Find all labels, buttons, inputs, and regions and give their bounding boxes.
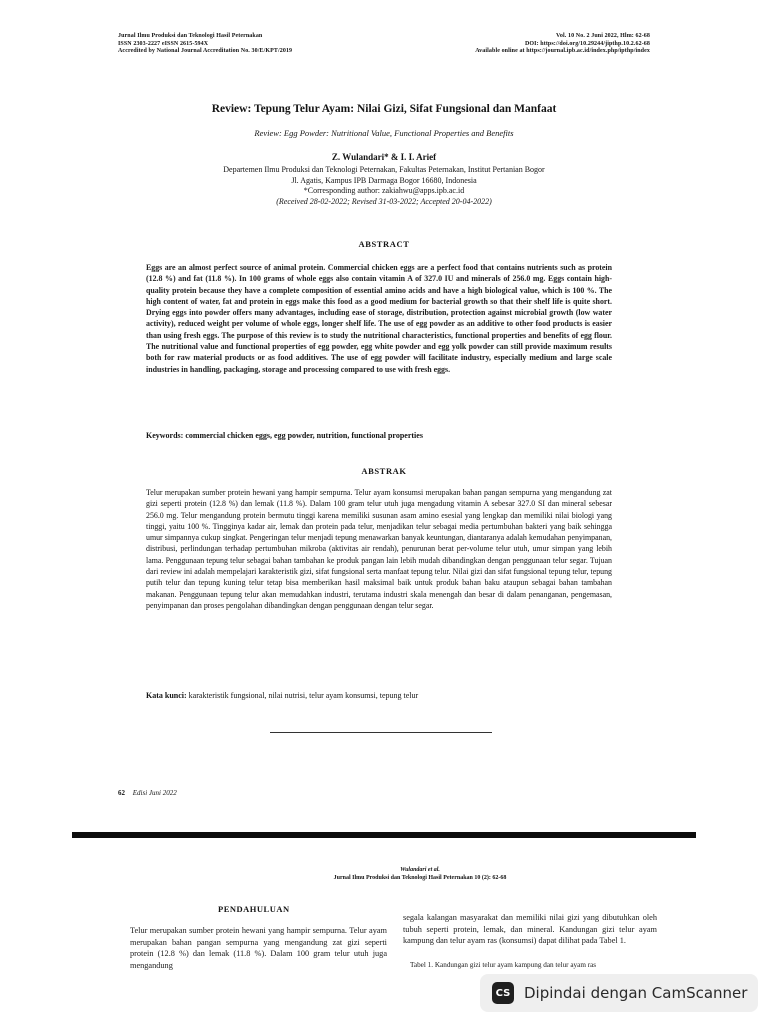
journal-doi: DOI: https://doi.org/10.29244/jipthp.10.2.62-68: [524, 40, 650, 47]
section-divider: [270, 732, 492, 733]
page-separator: [72, 832, 696, 838]
intro-left-column: Telur merupakan sumber protein hewani yang hampir sempurna. Telur ayam merupakan bahan pangan sempurna yang mengandung zat gizi seperti protein (12.8 %) dan lemak (11.8 %). Dalam 100 gram telur utuh juga mengandung: [130, 926, 387, 970]
journal-volume: Vol. 10 No. 2 Juni 2022, Hlm: 62-68: [556, 33, 650, 39]
article-dates: (Received 28-02-2022; Revised 31-03-2022; Accepted 20-04-2022): [276, 196, 492, 206]
affiliation-line-1: Departemen Ilmu Produksi dan Teknologi Peternakan, Fakultas Peternakan, Institut Pertanian Bogor: [223, 165, 545, 174]
table-caption: Tabel 1. Kandungan gizi telur ayam kampung dan telur ayam ras: [410, 961, 597, 969]
article-authors: Z. Wulandari* & I. I. Arief: [331, 152, 437, 162]
abstrak-text: Telur merupakan sumber protein hewani yang hampir sempurna. Telur ayam konsumsi merupakan bahan pangan sempurna yang mengandung zat gizi seperti protein (12.8 %) dan lemak (11.8 %). Dalam 100 gram telur utuh juga mengadung vitamin A sebesar 327.0 SI dan mineral sebesar 256.0 mg. Telur mengandung protein bermutu tinggi karena memiliki susunan asam amino esesial yang lengkap dan memiliki nilai biologi yang tinggi, yaitu 100 %. Tingginya kadar air, lemak dan protein pada telur, menjadikan telur sebagai media pertumbuhan bakteri yang baik sehingga umur simpannya cukup singkat. Pengeringan telur menjadi tepung menawarkan banyak keuntungan, diantaranya adalah kemudahan penyimpanan, distribusi, perlindungan terhadap pertumbuhan mikroba (aktivitas air rendah), penurunan berat per-volume telur utuh, umur simpan yang lebih lama. Penggunaan tepung telur sebagai bahan tambahan ke produk pangan lain lebih mudah dibandingkan dengan penggunaan telur segar. Tujuan dari review ini adalah mempelajari karakteristik gizi, sifat fungsional serta manfaat tepung telur. Nilai gizi dan sifat fungsional tepung telur, tepung putih telur dan tepung kuning telur tetap bisa memberikan hasil maksimal baik untuk produk bahan baku ataupun sebagai bahan tambahan makanan. Penggunaan tepung telur akan memudahkan industri, terutama industri skala menengah dan besar di dalam penanganan, pengemasan, penyimpanan dan proses pengolahan dibandingkan dengan penggunaan dengan telur segar.: [146, 488, 612, 610]
article-title: Review: Tepung Telur Ayam: Nilai Gizi, Sifat Fungsional dan Manfaat: [211, 103, 557, 115]
article-subtitle: Review: Egg Powder: Nutritional Value, Functional Properties and Benefits: [254, 128, 514, 138]
abstract-heading: ABSTRACT: [358, 239, 410, 249]
running-journal: Jurnal Ilmu Produksi dan Teknologi Hasil Peternakan 10 (2): 62-68: [333, 875, 507, 881]
camscanner-logo-icon: CS: [492, 982, 514, 1004]
abstrak-heading: ABSTRAK: [361, 466, 407, 476]
camscanner-label: Dipindai dengan CamScanner: [524, 984, 748, 1002]
journal-name: Jurnal Ilmu Produksi dan Teknologi Hasil Peternakan: [118, 33, 263, 39]
affiliation-line-2: Jl. Agatis, Kampus IPB Darmaga Bogor 16680, Indonesia: [291, 175, 477, 185]
running-header: [200, 866, 640, 882]
edition-label: Edisi Juni 2022: [132, 789, 177, 797]
abstract-text: Eggs are an almost perfect source of animal protein. Commercial chicken eggs are a perfect food that contains nutrients such as protein (12.8 %) and fat (11.8 %). In 100 grams of whole eggs also contain vitamin A of 327.0 IU and minerals of 256.0 mg. Eggs contain high-quality protein because they have a complete composition of essential amino acids and have a high biological value, which is 100 %. The high content of water, fat and protein in eggs make this food as a good medium for bacterial growth so that their shelf life is quite short. Drying eggs into powder offers many advantages, including ease of storage, distribution, protection against microbial growth (low water activity), reduced weight per volume of whole eggs, longer shelf life. The use of egg powder as an additive to other food products is easier than using fresh eggs. The purpose of this review is to study the nutritional characteristics, functional properties and benefits of egg flour. The nutritional value and functional properties of egg powder, egg white powder and egg yolk powder can still provide maximum results both for raw material products or as food additives. The use of egg powder will facilitate industry, especially medium and large scale industries in handling, packaging, storage and processing compared to use with fresh eggs.: [146, 263, 612, 374]
affiliation-block: [100, 165, 668, 207]
journal-header-right: [370, 33, 650, 56]
pendahuluan-heading: PENDAHULUAN: [218, 904, 290, 914]
intro-right-column: segala kalangan masyarakat dan memiliki nilai gizi yang dibutuhkan oleh tubuh seperti protein, lemak, dan mineral. Kandungan gizi telur ayam kampung dan telur ayam ras (konsumsi) dapat dilihat pada Tabel 1.: [403, 913, 657, 946]
abstrak-keywords-list: karakteristik fungsional, nilai nutrisi, telur ayam konsumsi, tepung telur: [188, 691, 419, 700]
running-author: Wulandari et al.: [400, 867, 440, 873]
camscanner-watermark: [480, 974, 758, 1012]
journal-url: Available online at https://journal.ipb.ac.id/index.php/ipthp/index: [475, 48, 650, 54]
corresponding-author: *Corresponding author: zakiahwu@apps.ipb.ac.id: [303, 186, 465, 195]
abstrak-keywords-label: Kata kunci:: [146, 691, 187, 700]
journal-accreditation: Accredited by National Journal Accreditation No. 30/E/KPT/2019: [118, 48, 293, 54]
page-footer: [118, 789, 177, 797]
abstrak-keywords: [146, 691, 616, 700]
abstract-keywords: Keywords: commercial chicken eggs, egg powder, nutrition, functional properties: [146, 431, 423, 440]
page-number: 62: [118, 789, 125, 797]
journal-issn: ISSN 2303-2227 eISSN 2615-594X: [118, 40, 209, 47]
